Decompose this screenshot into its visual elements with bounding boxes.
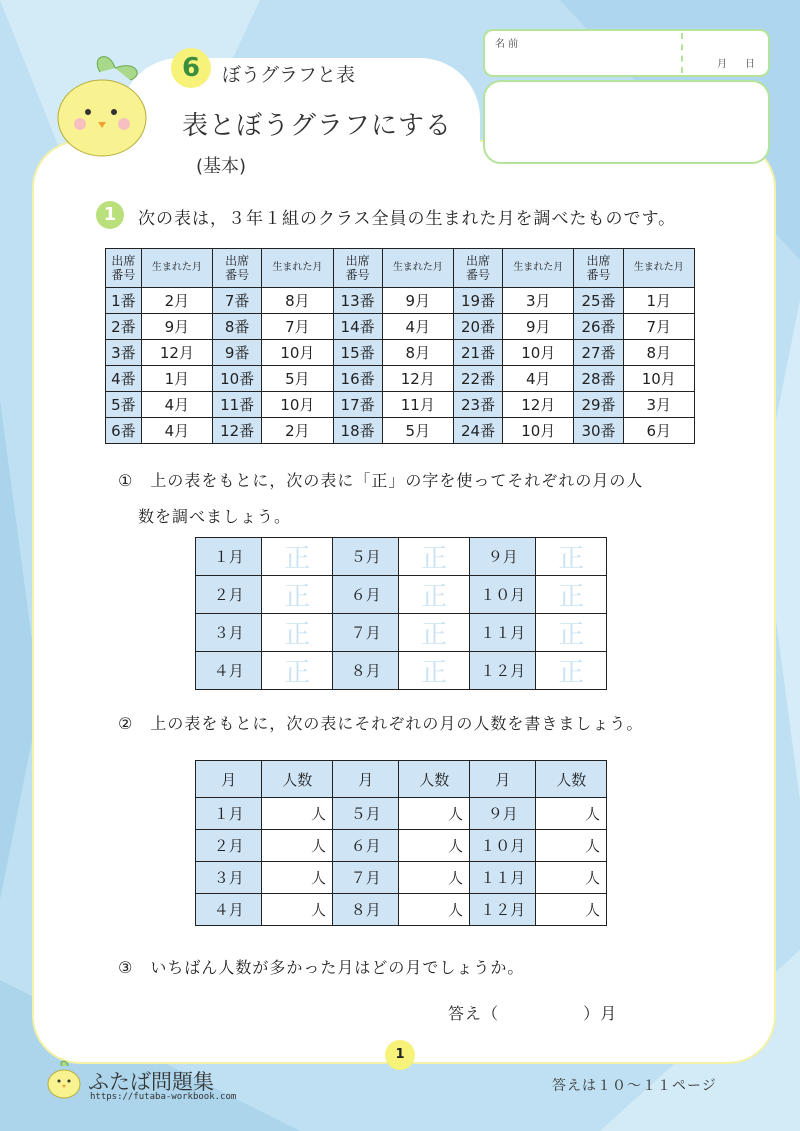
- header-birth-month: 生まれた月: [141, 249, 212, 288]
- attendance-number-cell: 10番: [213, 366, 262, 392]
- birth-month-cell: 1月: [141, 366, 212, 392]
- page-title: 表とぼうグラフにする: [182, 111, 453, 141]
- table-row: [106, 314, 695, 340]
- question-text: 次の表は，３年１組のクラス全員の生まれた月を調べたものです。: [138, 209, 677, 229]
- table-row: [196, 614, 607, 652]
- month-cell: ９月: [469, 538, 535, 576]
- table-row: [106, 418, 695, 444]
- attendance-number-cell: 9番: [213, 340, 262, 366]
- attendance-number-cell: 5番: [106, 392, 142, 418]
- tally-entry-cell[interactable]: 正: [399, 652, 470, 690]
- subquestion-1-line1: ① 上の表をもとに，次の表に「正」の字を使ってそれぞれの月の人: [118, 471, 644, 490]
- score-box[interactable]: [483, 80, 770, 164]
- attendance-number-cell: 4番: [106, 366, 142, 392]
- month-cell: ３月: [196, 862, 262, 894]
- month-cell: ３月: [196, 614, 262, 652]
- attendance-number-cell: 25番: [574, 288, 623, 314]
- birth-month-cell: 9月: [141, 314, 212, 340]
- attendance-number-cell: 1番: [106, 288, 142, 314]
- birth-month-cell: 12月: [141, 340, 212, 366]
- month-cell: １２月: [469, 652, 535, 690]
- birth-month-cell: 7月: [262, 314, 333, 340]
- tally-entry-cell[interactable]: 正: [262, 576, 333, 614]
- attendance-number-cell: 21番: [454, 340, 503, 366]
- tally-entry-cell[interactable]: 正: [399, 614, 470, 652]
- attendance-number-cell: 12番: [213, 418, 262, 444]
- month-cell: ８月: [332, 894, 398, 926]
- tally-entry-cell[interactable]: 正: [262, 538, 333, 576]
- count-entry-cell[interactable]: 人: [536, 894, 607, 926]
- count-entry-cell[interactable]: 人: [536, 830, 607, 862]
- name-field[interactable]: [483, 29, 770, 77]
- birth-month-cell: 9月: [382, 288, 453, 314]
- count-entry-cell[interactable]: 人: [262, 862, 333, 894]
- attendance-number-cell: 20番: [454, 314, 503, 340]
- header-attendance-number: 出席 番号: [213, 249, 262, 288]
- table-row: [196, 894, 607, 926]
- count-entry-cell[interactable]: 人: [536, 798, 607, 830]
- answer-label: 答え（: [448, 1004, 500, 1023]
- birth-month-cell: 10月: [623, 366, 694, 392]
- month-cell: ８月: [332, 652, 398, 690]
- header-count: 人数: [536, 761, 607, 798]
- subquestion-2: ② 上の表をもとに，次の表にそれぞれの月の人数を書きましょう。: [118, 714, 644, 733]
- header-attendance-number: 出席 番号: [106, 249, 142, 288]
- month-label: 月: [717, 59, 727, 70]
- birth-month-cell: 9月: [503, 314, 574, 340]
- tally-entry-cell[interactable]: 正: [536, 576, 607, 614]
- table-row: [196, 652, 607, 690]
- count-entry-cell[interactable]: 人: [399, 798, 470, 830]
- count-table: [195, 760, 607, 926]
- header-month: 月: [196, 761, 262, 798]
- birth-month-cell: 10月: [503, 418, 574, 444]
- header-birth-month: 生まれた月: [503, 249, 574, 288]
- page-number: 1: [385, 1040, 415, 1070]
- birth-month-cell: 5月: [262, 366, 333, 392]
- attendance-number-cell: 22番: [454, 366, 503, 392]
- birth-month-cell: 4月: [382, 314, 453, 340]
- attendance-number-cell: 3番: [106, 340, 142, 366]
- attendance-number-cell: 15番: [333, 340, 382, 366]
- tally-entry-cell[interactable]: 正: [399, 576, 470, 614]
- count-entry-cell[interactable]: 人: [536, 862, 607, 894]
- table-header-row: [196, 761, 607, 798]
- header-birth-month: 生まれた月: [382, 249, 453, 288]
- birth-month-cell: 10月: [262, 340, 333, 366]
- birth-month-cell: 3月: [623, 392, 694, 418]
- answers-page-note: 答えは１０～１１ページ: [552, 1078, 717, 1094]
- month-cell: １１月: [469, 862, 535, 894]
- month-cell: ９月: [469, 798, 535, 830]
- tally-entry-cell[interactable]: 正: [536, 614, 607, 652]
- table-row: [196, 538, 607, 576]
- count-entry-cell[interactable]: 人: [262, 830, 333, 862]
- birth-month-cell: 6月: [623, 418, 694, 444]
- name-divider: [681, 33, 683, 73]
- attendance-number-cell: 13番: [333, 288, 382, 314]
- question-number-badge: 1: [96, 201, 124, 229]
- tally-entry-cell[interactable]: 正: [262, 614, 333, 652]
- count-entry-cell[interactable]: 人: [399, 830, 470, 862]
- attendance-number-cell: 19番: [454, 288, 503, 314]
- tally-entry-cell[interactable]: 正: [262, 652, 333, 690]
- table-row: [196, 830, 607, 862]
- subquestion-1-line2: 数を調べましょう。: [138, 507, 292, 526]
- attendance-number-cell: 29番: [574, 392, 623, 418]
- header-month: 月: [469, 761, 535, 798]
- attendance-number-cell: 28番: [574, 366, 623, 392]
- attendance-number-cell: 7番: [213, 288, 262, 314]
- month-cell: ２月: [196, 576, 262, 614]
- answer-line: [448, 1001, 617, 1024]
- table-row: [106, 392, 695, 418]
- header-month: 月: [332, 761, 398, 798]
- birth-month-cell: 12月: [382, 366, 453, 392]
- month-cell: １０月: [469, 830, 535, 862]
- brand-logo-icon: [44, 1060, 84, 1100]
- table-row: [196, 576, 607, 614]
- attendance-number-cell: 26番: [574, 314, 623, 340]
- birth-month-cell: 11月: [382, 392, 453, 418]
- month-cell: ４月: [196, 652, 262, 690]
- tally-entry-cell[interactable]: 正: [536, 538, 607, 576]
- table-row: [196, 862, 607, 894]
- birth-month-cell: 5月: [382, 418, 453, 444]
- day-label: 日: [745, 59, 755, 70]
- attendance-number-cell: 14番: [333, 314, 382, 340]
- subquestion-3: ③ いちばん人数が多かった月はどの月でしょうか。: [118, 958, 525, 977]
- header-attendance-number: 出席 番号: [454, 249, 503, 288]
- table-row: [196, 798, 607, 830]
- birth-month-cell: 12月: [503, 392, 574, 418]
- birth-month-cell: 8月: [262, 288, 333, 314]
- count-entry-cell[interactable]: 人: [399, 862, 470, 894]
- month-cell: ６月: [332, 576, 398, 614]
- attendance-number-cell: 2番: [106, 314, 142, 340]
- tally-entry-cell[interactable]: 正: [399, 538, 470, 576]
- brand-name: ふたば問題集: [88, 1070, 214, 1094]
- tally-entry-cell[interactable]: 正: [536, 652, 607, 690]
- birth-month-cell: 4月: [141, 418, 212, 444]
- attendance-number-cell: 17番: [333, 392, 382, 418]
- birth-month-cell: 1月: [623, 288, 694, 314]
- count-entry-cell[interactable]: 人: [262, 894, 333, 926]
- header-attendance-number: 出席 番号: [333, 249, 382, 288]
- month-cell: １月: [196, 798, 262, 830]
- table-row: [106, 288, 695, 314]
- attendance-number-cell: 8番: [213, 314, 262, 340]
- month-cell: ７月: [332, 614, 398, 652]
- chick-mascot-icon: [40, 50, 160, 160]
- table-header-row: [106, 249, 695, 288]
- birth-month-cell: 10月: [262, 392, 333, 418]
- attendance-number-cell: 18番: [333, 418, 382, 444]
- count-entry-cell[interactable]: 人: [262, 798, 333, 830]
- month-cell: ５月: [332, 798, 398, 830]
- birth-month-cell: 3月: [503, 288, 574, 314]
- name-label: 名 前: [495, 39, 519, 50]
- month-cell: ５月: [332, 538, 398, 576]
- attendance-number-cell: 6番: [106, 418, 142, 444]
- birth-month-table: [105, 248, 695, 444]
- attendance-number-cell: 30番: [574, 418, 623, 444]
- month-cell: １１月: [469, 614, 535, 652]
- birth-month-cell: 8月: [623, 340, 694, 366]
- count-entry-cell[interactable]: 人: [399, 894, 470, 926]
- page-subtitle: (基本): [196, 156, 247, 177]
- birth-month-cell: 2月: [262, 418, 333, 444]
- header-count: 人数: [262, 761, 333, 798]
- unit-number-badge: 6: [171, 48, 211, 88]
- month-cell: ６月: [332, 830, 398, 862]
- birth-month-cell: 8月: [382, 340, 453, 366]
- birth-month-cell: 4月: [503, 366, 574, 392]
- tally-table: [195, 537, 607, 690]
- attendance-number-cell: 11番: [213, 392, 262, 418]
- birth-month-cell: 7月: [623, 314, 694, 340]
- attendance-number-cell: 24番: [454, 418, 503, 444]
- month-cell: １２月: [469, 894, 535, 926]
- month-cell: １月: [196, 538, 262, 576]
- attendance-number-cell: 16番: [333, 366, 382, 392]
- attendance-number-cell: 27番: [574, 340, 623, 366]
- brand-url[interactable]: https://futaba-workbook.com: [90, 1092, 237, 1102]
- month-cell: ２月: [196, 830, 262, 862]
- month-cell: ４月: [196, 894, 262, 926]
- birth-month-cell: 10月: [503, 340, 574, 366]
- attendance-number-cell: 23番: [454, 392, 503, 418]
- month-cell: ７月: [332, 862, 398, 894]
- month-cell: １０月: [469, 576, 535, 614]
- header-count: 人数: [399, 761, 470, 798]
- birth-month-cell: 2月: [141, 288, 212, 314]
- birth-month-cell: 4月: [141, 392, 212, 418]
- unit-title: ぼうグラフと表: [222, 64, 356, 86]
- header-birth-month: 生まれた月: [623, 249, 694, 288]
- header-attendance-number: 出席 番号: [574, 249, 623, 288]
- answer-unit: ）月: [583, 1004, 618, 1023]
- table-row: [106, 366, 695, 392]
- header-birth-month: 生まれた月: [262, 249, 333, 288]
- table-row: [106, 340, 695, 366]
